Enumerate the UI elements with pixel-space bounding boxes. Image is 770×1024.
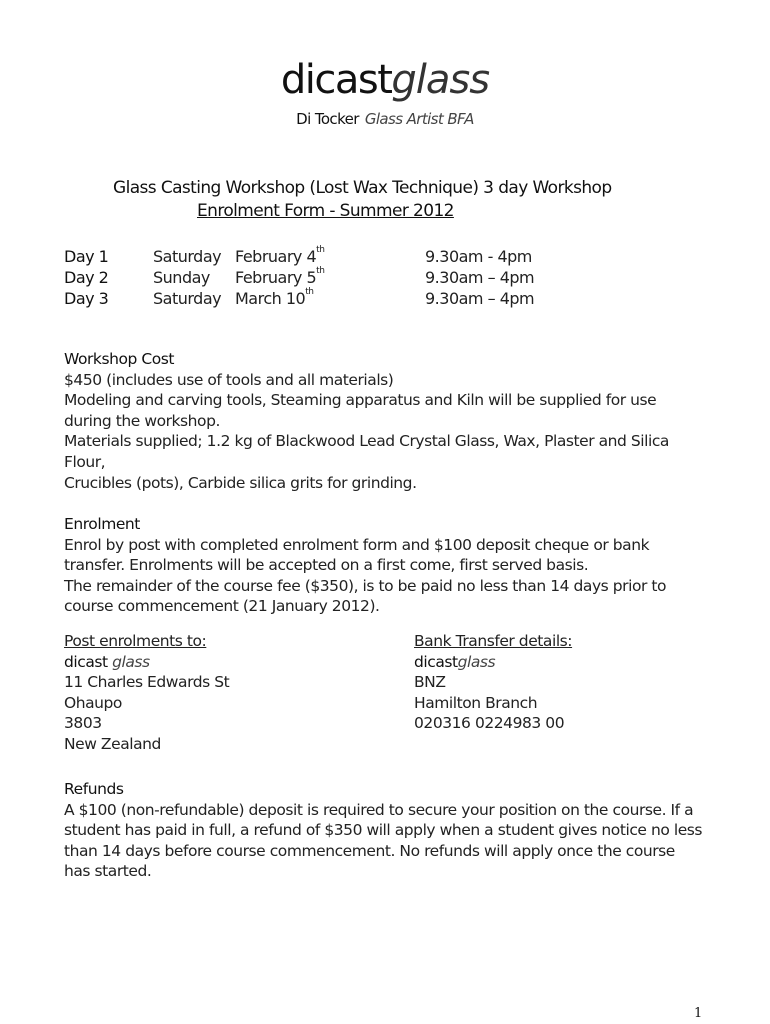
text-line: $450 (includes use of tools and all materials) xyxy=(64,370,394,389)
time: 9.30am – 4pm xyxy=(425,289,535,308)
artist-name: Di Tocker xyxy=(296,110,359,128)
brand-dicast: dicast xyxy=(414,652,458,671)
enrolment-heading: Enrolment xyxy=(64,515,140,533)
text-line: has started. xyxy=(64,862,152,881)
refunds-heading: Refunds xyxy=(64,780,124,798)
address-line: Ohaupo xyxy=(64,693,122,712)
brand-dicast: dicast xyxy=(64,652,108,671)
byline xyxy=(0,110,770,128)
post-heading: Post enrolments to: xyxy=(64,632,207,650)
text-line: Enrol by post with completed enrolment form and $100 deposit cheque or bank xyxy=(64,535,650,554)
logo xyxy=(0,56,770,104)
weekday: Saturday xyxy=(153,247,222,266)
refunds-section xyxy=(64,779,714,882)
logo-part-glass: glass xyxy=(391,57,490,103)
bank-line: 020316 0224983 00 xyxy=(414,714,565,733)
enrolment-section xyxy=(64,514,714,617)
weekday: Sunday xyxy=(153,268,210,287)
artist-role: Glass Artist BFA xyxy=(364,110,474,128)
text-line: Modeling and carving tools, Steaming apparatus and Kiln will be supplied for use xyxy=(64,391,657,410)
date xyxy=(235,268,324,287)
date-suffix: th xyxy=(316,266,325,276)
cost-section xyxy=(64,349,714,493)
document-title: Glass Casting Workshop (Lost Wax Technique) 3 day Workshop xyxy=(113,178,612,198)
brand-glass: glass xyxy=(112,652,150,671)
form-subtitle: Enrolment Form - Summer 2012 xyxy=(197,201,454,221)
date xyxy=(235,289,313,308)
day-label: Day 2 xyxy=(64,268,109,287)
post-address xyxy=(64,631,229,755)
address-line: 3803 xyxy=(64,714,102,733)
post-brand xyxy=(64,652,229,673)
bank-line: BNZ xyxy=(414,673,446,692)
time: 9.30am – 4pm xyxy=(425,268,535,287)
date-suffix: th xyxy=(316,245,325,255)
date-text: February 4 xyxy=(235,247,317,266)
text-line: The remainder of the course fee ($350), is to be paid no less than 14 days prior to xyxy=(64,576,667,595)
bank-details xyxy=(414,631,572,734)
date-text: March 10 xyxy=(235,289,306,308)
page-number: 1 xyxy=(694,1006,703,1021)
date-suffix: th xyxy=(305,287,314,297)
text-line: course commencement (21 January 2012). xyxy=(64,597,380,616)
address-line: New Zealand xyxy=(64,734,161,753)
text-line: than 14 days before course commencement. No refunds will apply once the course xyxy=(64,841,675,860)
text-line: during the workshop. xyxy=(64,411,220,430)
address-line: 11 Charles Edwards St xyxy=(64,673,230,692)
time: 9.30am - 4pm xyxy=(425,247,532,266)
date xyxy=(235,247,324,266)
brand-glass: glass xyxy=(457,652,496,671)
bank-heading: Bank Transfer details: xyxy=(414,632,573,650)
logo-part-dicast: dicast xyxy=(280,57,392,103)
text-line: Crucibles (pots), Carbide silica grits for grinding. xyxy=(64,473,417,492)
weekday: Saturday xyxy=(153,289,222,308)
day-label: Day 3 xyxy=(64,289,109,308)
text-line: student has paid in full, a refund of $350 will apply when a student gives notice no less xyxy=(64,821,703,840)
text-line: A $100 (non-refundable) deposit is required to secure your position on the course. If a xyxy=(64,800,694,819)
cost-heading: Workshop Cost xyxy=(64,350,175,368)
text-line: transfer. Enrolments will be accepted on a first come, first served basis. xyxy=(64,556,589,575)
text-line: Materials supplied; 1.2 kg of Blackwood Lead Crystal Glass, Wax, Plaster and Silica Flour, xyxy=(64,432,669,471)
bank-line: Hamilton Branch xyxy=(414,693,538,712)
bank-brand xyxy=(414,652,572,673)
date-text: February 5 xyxy=(235,268,317,287)
day-label: Day 1 xyxy=(64,247,109,266)
